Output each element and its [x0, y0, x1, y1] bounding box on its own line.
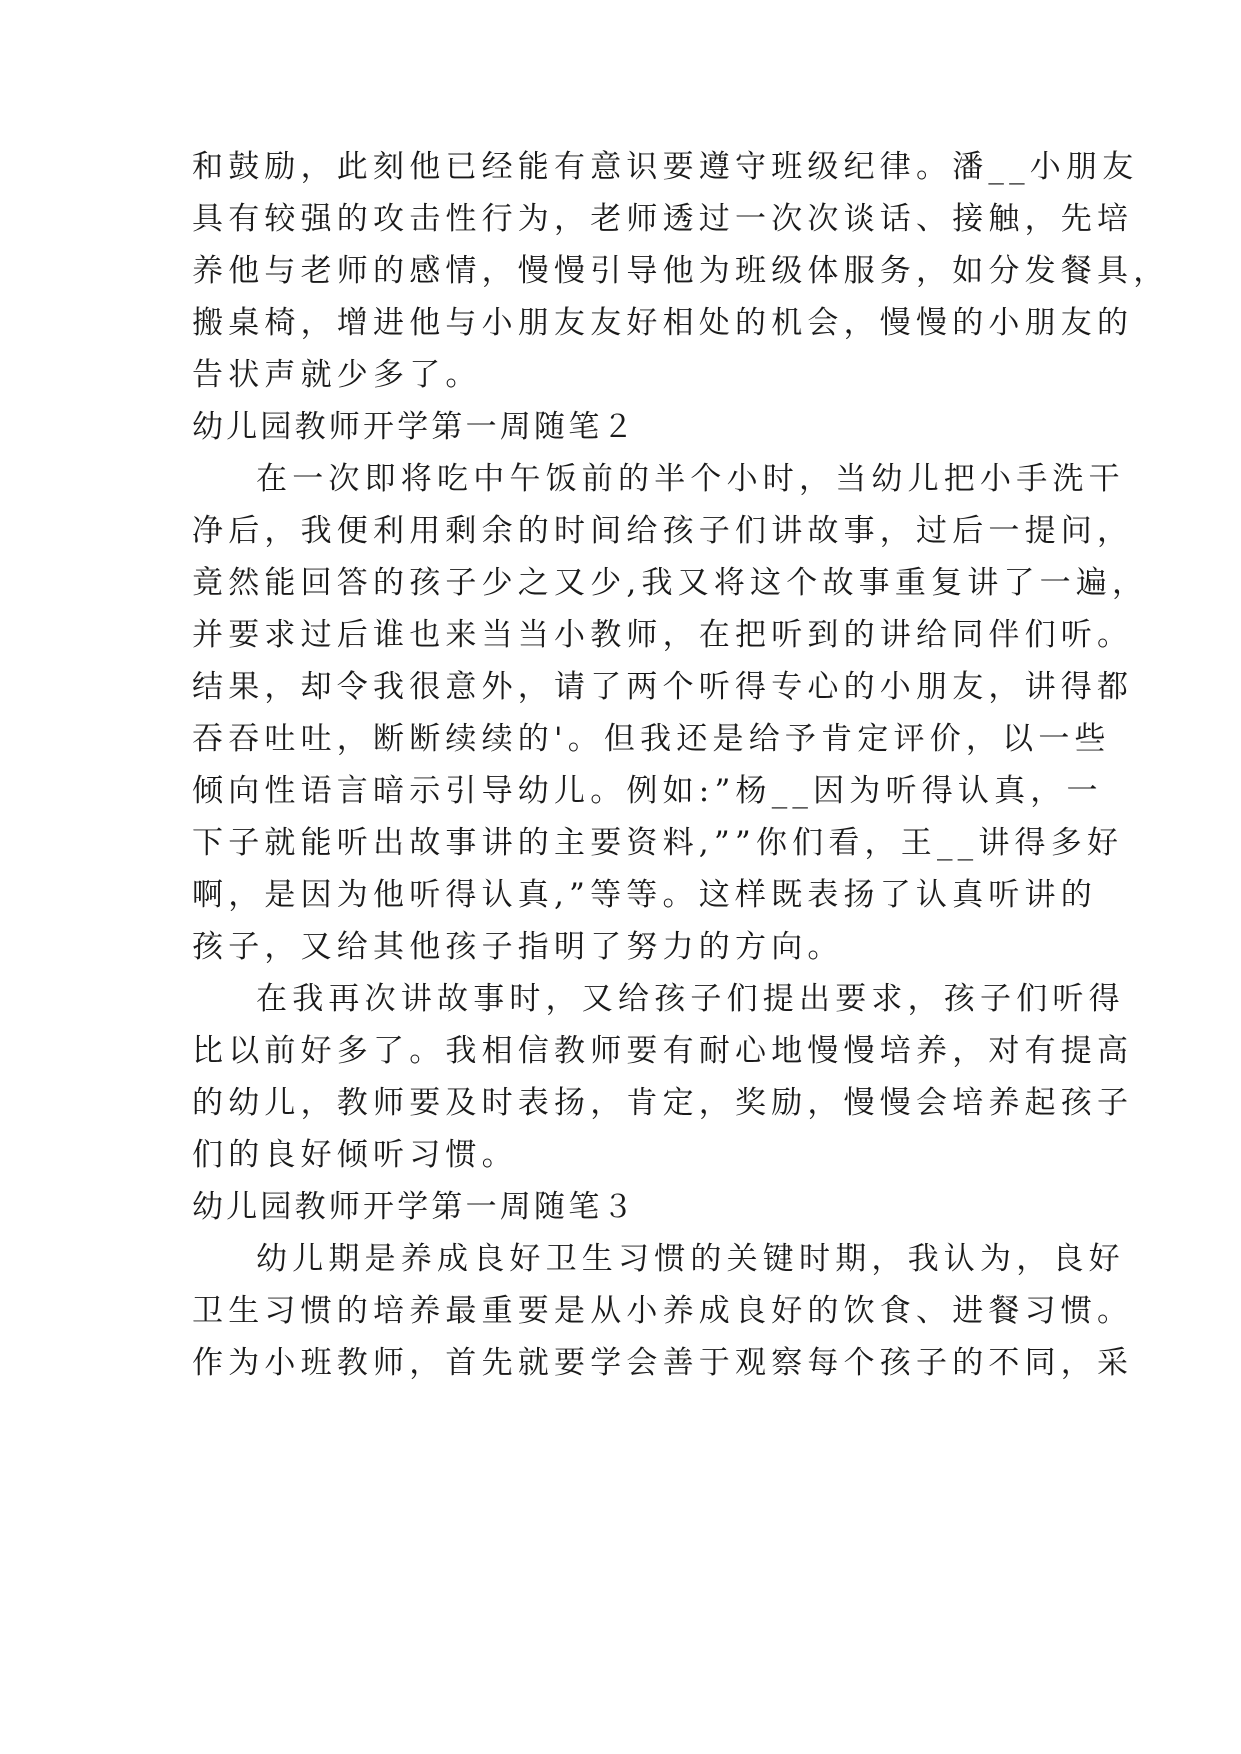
body-text-line: 下子就能听出故事讲的主要资料,””你们看，王__讲得多好: [192, 825, 1124, 861]
body-text-line: 竟然能回答的孩子少之又少,我又将这个故事重复讲了一遍，: [192, 565, 1149, 601]
section-heading: 幼儿园教师开学第一周随笔２: [192, 409, 637, 445]
body-text-line: 和鼓励，此刻他已经能有意识要遵守班级纪律。潘__小朋友: [192, 149, 1139, 185]
section-heading: 幼儿园教师开学第一周随笔３: [192, 1189, 637, 1225]
body-text-line: 啊，是因为他听得认真,”等等。这样既表扬了认真听讲的: [192, 877, 1097, 913]
paragraph-first-line: 在我再次讲故事时，又给孩子们提出要求，孩子们听得: [256, 981, 1125, 1017]
body-text-line: 的幼儿，教师要及时表扬，肯定，奖励，慢慢会培养起孩子: [192, 1085, 1134, 1121]
paragraph-first-line: 在一次即将吃中午饭前的半个小时，当幼儿把小手洗干: [256, 461, 1125, 497]
body-text-line: 并要求过后谁也来当当小教师，在把听到的讲给同伴们听。: [192, 617, 1134, 653]
body-text-line: 卫生习惯的培养最重要是从小养成良好的饮食、进餐习惯。: [192, 1293, 1134, 1329]
body-text-line: 倾向性语言暗示引导幼儿。例如:”杨__因为听得认真，一: [192, 773, 1103, 809]
body-text-line: 吞吞吐吐，断断续续的'。但我还是给予肯定评价，以一些: [192, 721, 1111, 757]
body-text-line: 搬桌椅，增进他与小朋友友好相处的机会，慢慢的小朋友的: [192, 305, 1134, 341]
body-text-line: 作为小班教师，首先就要学会善于观察每个孩子的不同，采: [192, 1345, 1134, 1381]
body-text-line: 具有较强的攻击性行为，老师透过一次次谈话、接触，先培: [192, 201, 1134, 237]
paragraph-first-line: 幼儿期是养成良好卫生习惯的关键时期，我认为，良好: [256, 1241, 1125, 1277]
body-text-line: 孩子，又给其他孩子指明了努力的方向。: [192, 929, 844, 965]
body-text-line: 净后，我便利用剩余的时间给孩子们讲故事，过后一提问，: [192, 513, 1134, 549]
body-text-line: 养他与老师的感情，慢慢引导他为班级体服务，如分发餐具，: [192, 253, 1170, 289]
body-text-line: 们的良好倾听习惯。: [192, 1137, 518, 1173]
body-text-line: 比以前好多了。我相信教师要有耐心地慢慢培养，对有提高: [192, 1033, 1134, 1069]
body-text-line: 告状声就少多了。: [192, 357, 482, 393]
body-text-line: 结果，却令我很意外，请了两个听得专心的小朋友，讲得都: [192, 669, 1134, 705]
